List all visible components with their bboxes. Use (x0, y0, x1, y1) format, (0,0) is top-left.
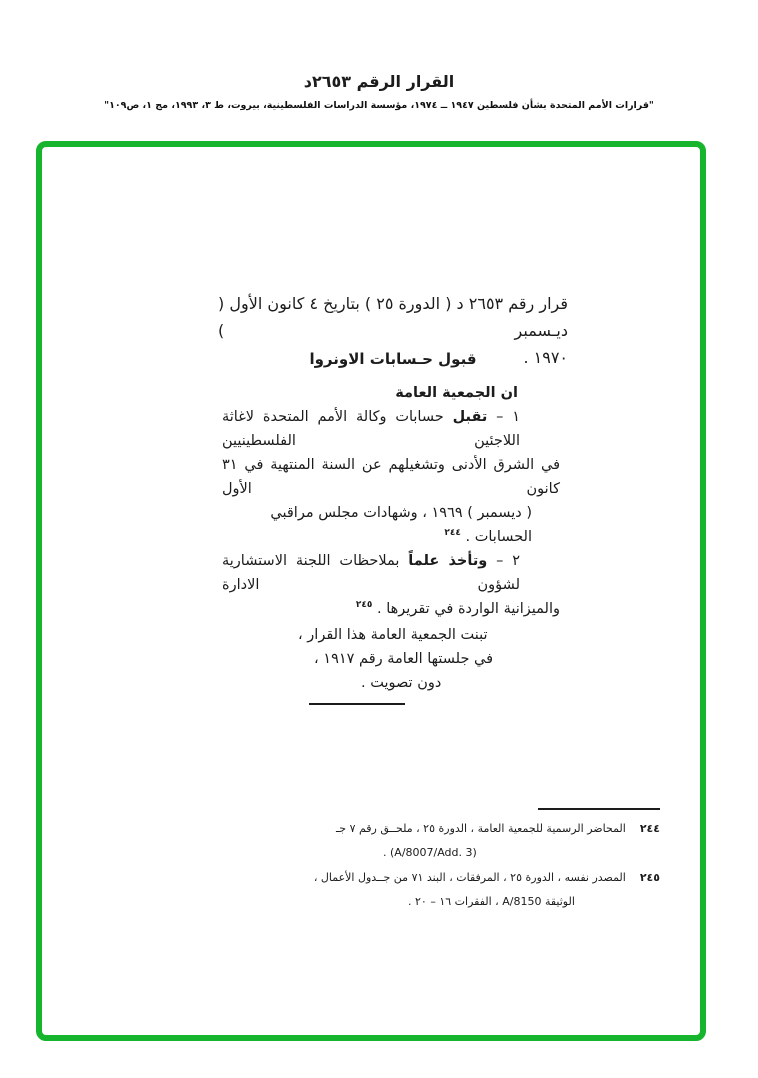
clause-1-line-3 (222, 501, 560, 549)
footnote-245-line-1 (313, 866, 660, 890)
footnote-244-doc-ref: (A/8007/Add. 3) . (383, 846, 477, 859)
clause-2-line-1 (222, 549, 560, 597)
clause-1-line-2: في الشرق الأدنى وتشغيلهم عن السنة المنتهية في ٣١ كانون الأول (222, 457, 560, 497)
resolution-subject: قبول حـسابات الاونروا (309, 350, 477, 368)
adoption-line-3: دون تصويت . (361, 675, 442, 691)
adoption-note (222, 623, 560, 695)
adoption-line-1: تبنت الجمعية العامة هذا القرار ، (298, 627, 488, 643)
page-title: القرار الرقم ٢٦٥٣د (303, 72, 455, 91)
footnote-244-text: المحاضر الرسمية للجمعية العامة ، الدورة ٢٥ ، ملحــق رقم ٧ جـ (336, 822, 626, 835)
clause-2-text-end: والميزانية الواردة في تقريرها . (377, 601, 560, 617)
clause-1-lead: تقبل (452, 409, 488, 425)
resolution-preamble: ان الجمعية العامة (395, 385, 518, 401)
source-citation: "قرارات الأمم المتحدة بشأن فلسطين ١٩٤٧ ــ ١٩٧٤، مؤسسة الدراسات الفلسطينية، بيروت، ط ٣، ١٩٩٣، مج ١، ص١٠٩" (104, 100, 654, 111)
heading-line-1: قرار رقم ٢٦٥٣ د ( الدورة ٢٥ ) بتاريخ ٤ كانون الأول ( ديـسمبر ) (218, 294, 569, 340)
clause-2-text: بملاحظات اللجنة الاستشارية لشؤون الادارة (222, 553, 520, 593)
clause-2-number: ٢ – (496, 553, 521, 569)
clause-1-number: ١ – (496, 409, 520, 425)
footnotes-section (313, 808, 660, 914)
footnote-244 (328, 817, 660, 865)
clause-1-text: حسابات وكالة الأمم المتحدة لاغاثة اللاجئين الفلسطينيين (222, 409, 520, 449)
end-divider (309, 703, 405, 705)
clause-1-text-end: ( ديسمبر ) ١٩٦٩ ، وشهادات مجلس مراقبي الحسابات . (270, 505, 532, 545)
footnote-245-text: المصدر نفسه ، الدورة ٢٥ ، المرفقات ، البند ٧١ من جــدول الأعمال ، (313, 871, 626, 884)
resolution-body (222, 381, 560, 705)
clause-1 (222, 405, 560, 549)
footnote-245-doc-ref: الوثيقة A/8150 ، الفقرات ١٦ – ٢٠ . (408, 895, 575, 908)
footnote-244-number: ٢٤٤ (639, 822, 660, 835)
clause-1-line-1 (222, 405, 560, 453)
footnote-244-line-1 (328, 817, 660, 841)
footnote-245 (313, 866, 660, 914)
clause-2 (222, 549, 560, 621)
clause-2-lead: وتأخذ علماً (408, 553, 488, 569)
footnote-ref-245: ٢٤٥ (355, 600, 373, 611)
footnote-separator (538, 808, 660, 810)
footnote-ref-244: ٢٤٤ (444, 528, 461, 539)
clause-2-line-2 (222, 597, 560, 621)
adoption-line-2: في جلستها العامة رقم ١٩١٧ ، (314, 651, 494, 667)
heading-line-2: ١٩٧٠ . (523, 348, 568, 367)
footnote-245-number: ٢٤٥ (639, 871, 660, 884)
